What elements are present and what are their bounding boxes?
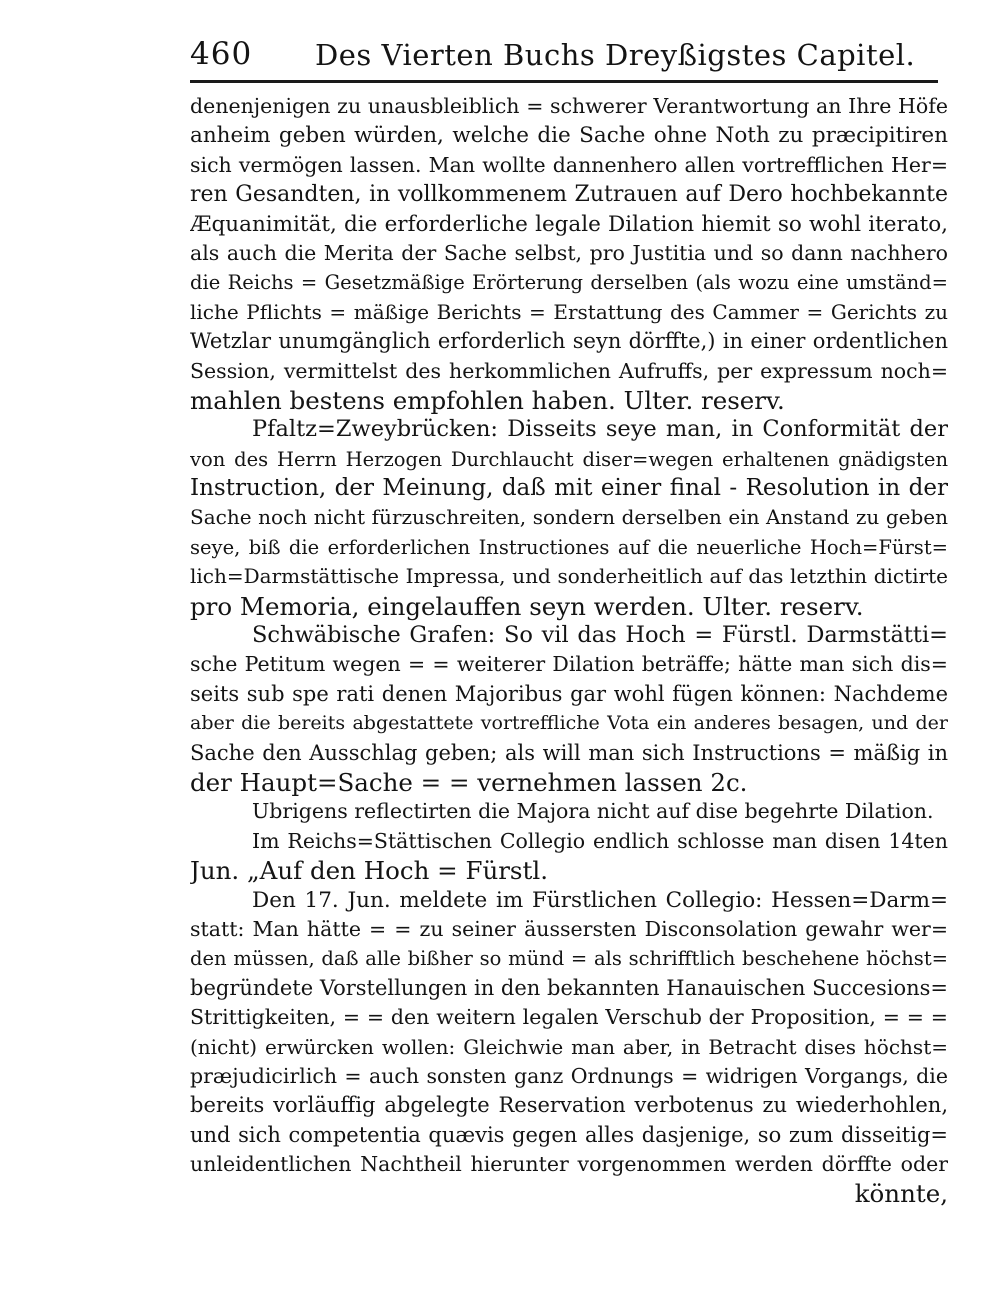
text-line: von des Herrn Herzogen Durchlaucht diser=wegen erhaltenen gnädigsten [190, 447, 948, 471]
text-line: als auch die Merita der Sache selbst, pro Justitia und so dann nachhero [190, 240, 948, 265]
text-line: denenjenigen zu unausbleiblich = schwerer Verantwortung an Ihre Höfe [190, 94, 948, 118]
text-line: præjudicirlich = auch sonsten ganz Ordnungs = widrigen Vorgangs, die [190, 1063, 948, 1088]
text-line: ren Gesandten, in vollkommenem Zutrauen auf Dero hochbekannte [190, 182, 948, 208]
text-line: aber die bereits abgestattete vortreffliche Vota ein anderes besagen, und der [190, 712, 948, 735]
text-line: seits sub spe rati denen Majoribus gar wohl fügen können: Nachdeme [190, 681, 948, 706]
paragraph-start-line: Pfaltz=Zweybrücken: Disseits seye man, in Conformität der [252, 416, 948, 443]
text-line: anheim geben würden, welche die Sache ohne Noth zu præcipitiren [190, 123, 948, 149]
text-line: Jun. „Auf den Hoch = Fürstl. [190, 856, 548, 886]
text-line: unleidentlichen Nachtheil hierunter vorgenommen werden dörffte oder [190, 1152, 948, 1177]
header-rule [190, 80, 938, 83]
text-line: mahlen bestens empfohlen haben. Ulter. reserv. [190, 385, 785, 415]
page-header [190, 36, 950, 76]
text-line: Sache den Ausschlag geben; als will man sich Instructions = mäßig in [190, 740, 948, 765]
body-text [190, 92, 948, 1209]
text-line: Strittigkeiten, = = den weitern legalen Verschub der Proposition, = = = [190, 1005, 948, 1030]
text-line: sich vermögen lassen. Man wollte dannenhero allen vortrefflichen Her= [190, 152, 948, 177]
text-line: lich=Darmstättische Impressa, und sonderheitlich auf das letzthin dictirte [190, 564, 948, 589]
text-line: begründete Vorstellungen in den bekannten Hanauischen Succesions= [190, 975, 948, 1000]
text-line: und sich competentia quævis gegen alles dasjenige, so zum disseitig= [190, 1122, 948, 1147]
paragraph-start-line: Den 17. Jun. meldete im Fürstlichen Collegio: Hessen=Darm= [252, 887, 948, 913]
text-line: Wetzlar unumgänglich erforderlich seyn dörffte,) in einer ordentlichen [190, 329, 948, 354]
text-line: seye, biß die erforderlichen Instructiones auf die neuerliche Hoch=Fürst= [190, 535, 948, 559]
paragraph-start-line: Ubrigens reflectirten die Majora nicht auf dise begehrte Dilation. [252, 799, 934, 824]
text-line: sche Petitum wegen = = weiterer Dilation beträffe; hätte man sich dis= [190, 652, 948, 677]
text-line: Session, vermittelst des herkommlichen Aufruffs, per expressum noch= [190, 358, 948, 383]
catchword: könnte, [854, 1179, 948, 1209]
text-line: der Haupt=Sache = = vernehmen lassen 2c. [190, 767, 748, 797]
paragraph-start-line: Schwäbische Grafen: So vil das Hoch = Fürstl. Darmstätti= [252, 622, 948, 649]
text-line: Sache noch nicht fürzuschreiten, sondern derselben ein Anstand zu geben [190, 505, 948, 530]
text-line: liche Pflichts = mäßige Berichts = Erstattung des Cammer = Gerichts zu [190, 299, 948, 324]
page-number: 460 [190, 36, 253, 72]
text-line: (nicht) erwürcken wollen: Gleichwie man aber, in Betracht dises höchst= [190, 1034, 948, 1059]
text-line: statt: Man hätte = = zu seiner äussersten Disconsolation gewahr wer= [190, 916, 948, 941]
text-line: den müssen, daß alle bißher so münd = als schrifftlich beschehene höchst= [190, 947, 948, 971]
text-line: die Reichs = Gesetzmäßige Erörterung derselben (als wozu eine umständ= [190, 271, 948, 295]
paragraph-start-line: Im Reichs=Stättischen Collegio endlich schlosse man disen 14ten [252, 828, 948, 853]
text-line: bereits vorläuffig abgelegte Reservation verbotenus zu wiederhohlen, [190, 1093, 948, 1118]
text-line: Instruction, der Meinung, daß mit einer final - Resolution in der [190, 475, 948, 502]
running-title: Des Vierten Buchs Dreyßigstes Capitel. [315, 38, 916, 72]
text-line: pro Memoria, eingelauffen seyn werden. Ulter. reserv. [190, 591, 864, 621]
text-line: Æquanimität, die erforderliche legale Dilation hiemit so wohl iterato, [190, 211, 948, 237]
